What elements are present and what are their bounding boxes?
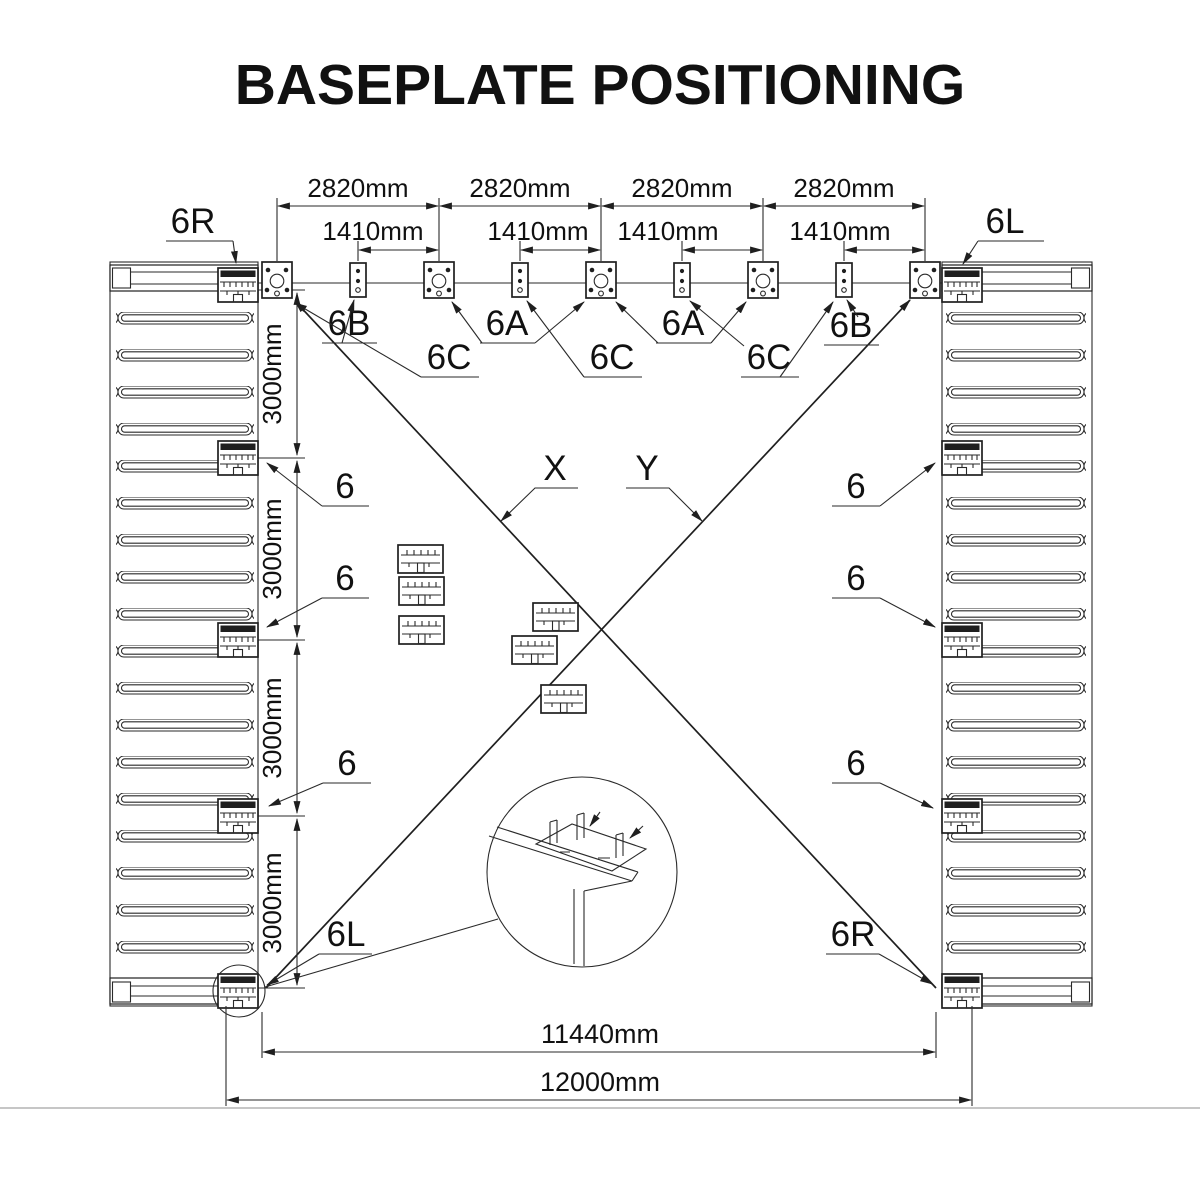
detail-magnified-circle (487, 777, 677, 967)
detail-iso-sketch (489, 812, 646, 966)
dim-2820-1: 2820mm (307, 173, 409, 203)
mid-field-plates (398, 545, 586, 713)
dim-2820-3: 2820mm (631, 173, 733, 203)
dim-2820-2: 2820mm (469, 173, 571, 203)
dim-1410-4: 1410mm (789, 216, 891, 246)
label-6r-bottom: 6R (830, 915, 876, 954)
label-6a-1: 6A (485, 304, 529, 343)
dim-3000-4: 3000mm (257, 852, 287, 954)
dim-3000-2: 3000mm (257, 498, 287, 600)
dim-1410-2: 1410mm (487, 216, 589, 246)
label-6c-2: 6C (589, 338, 635, 377)
bottom-dimensions (0, 1006, 1200, 1108)
top-dimensions (277, 173, 925, 261)
dim-2820-4: 2820mm (793, 173, 895, 203)
label-6c-3: 6C (746, 338, 792, 377)
label-6l-top: 6L (985, 202, 1025, 241)
dim-1410-3: 1410mm (617, 216, 719, 246)
label-6l-bottom: 6L (326, 915, 366, 954)
diagonal-lines (266, 300, 936, 988)
dim-inner-width: 11440mm (540, 1019, 660, 1049)
top-row-plate-labels (295, 300, 879, 377)
side-plate-labels (267, 463, 935, 808)
dim-3000-1: 3000mm (257, 323, 287, 425)
top-row-baseplates (262, 262, 940, 298)
label-6-left-1: 6 (335, 467, 355, 506)
dim-3000-3: 3000mm (257, 677, 287, 779)
label-6-right-3: 6 (846, 744, 866, 783)
label-6-right-2: 6 (846, 559, 866, 598)
dim-overall-width: 12000mm (539, 1067, 661, 1097)
label-6-right-1: 6 (846, 467, 866, 506)
side-clamp-plates (218, 268, 982, 1008)
label-y: Y (635, 449, 659, 488)
label-6b-1: 6B (327, 304, 371, 343)
label-6b-2: 6B (829, 306, 873, 345)
label-6c-1: 6C (426, 338, 472, 377)
label-6r-top: 6R (170, 202, 216, 241)
label-6-left-2: 6 (335, 559, 355, 598)
dim-1410-1: 1410mm (322, 216, 424, 246)
diagonal-labels (501, 449, 702, 521)
corner-labels-bottom (267, 915, 932, 985)
diagonal-y-line (266, 300, 910, 988)
label-6-left-3: 6 (337, 744, 357, 783)
label-6a-2: 6A (661, 304, 705, 343)
corner-labels-top (166, 202, 1044, 264)
left-vertical-dimensions (257, 293, 297, 985)
label-x: X (543, 449, 567, 488)
page-title: BASEPLATE POSITIONING (234, 53, 966, 117)
